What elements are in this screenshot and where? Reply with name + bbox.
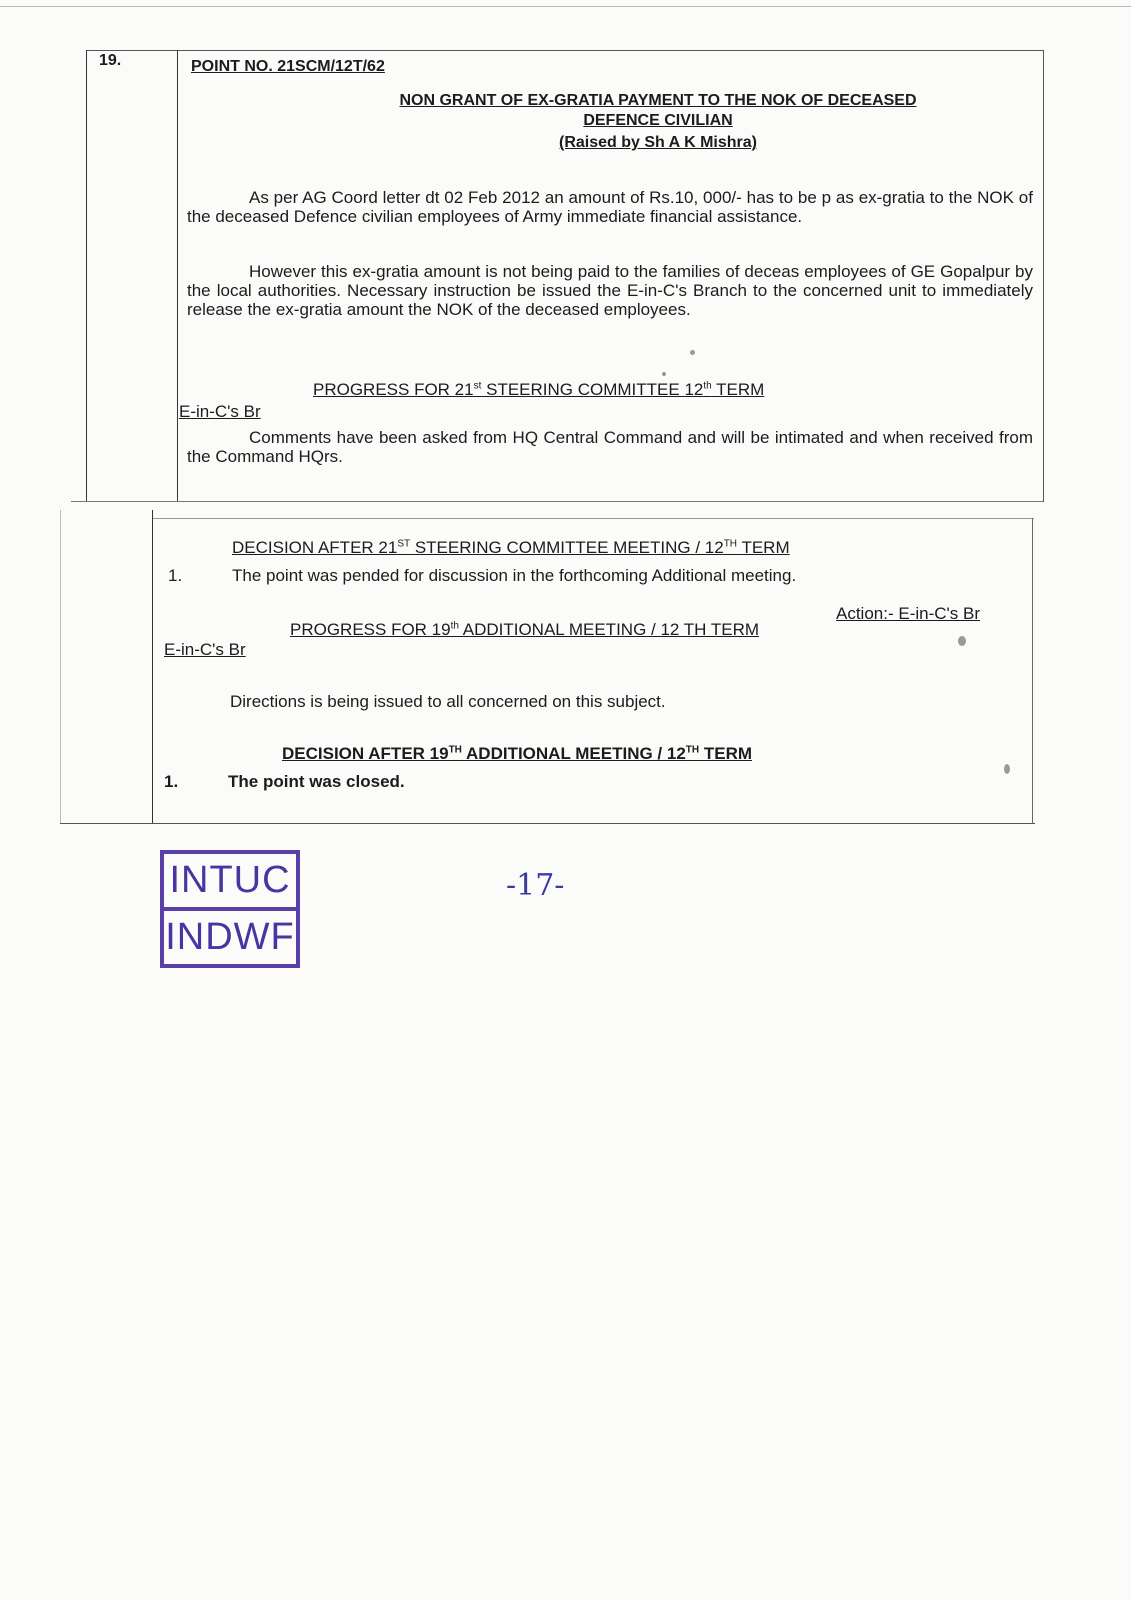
table-bottom-border <box>71 501 1043 502</box>
subject-title-line2: DEFENCE CIVILIAN <box>583 112 733 129</box>
decision-21-heading: DECISION AFTER 21ST STEERING COMMITTEE MEETING / 12TH TERM <box>232 538 790 557</box>
serial-number: 19. <box>99 52 122 69</box>
stamp-line-2: INDWF <box>165 916 295 958</box>
item-table <box>86 50 1044 502</box>
paragraph-1 <box>187 188 1033 226</box>
page-top-edge <box>0 6 1131 7</box>
decision-table <box>60 510 1035 824</box>
progress-21-text: Comments have been asked from HQ Central Command and will be intimated and when received from the Command HQrs. <box>187 428 1033 466</box>
table-left-border <box>60 510 61 824</box>
decision-19-number: 1. <box>164 772 179 791</box>
progress-19-text: Directions is being issued to all concerned on this subject. <box>230 692 666 711</box>
table-right-border <box>1032 518 1033 824</box>
progress-21-heading: PROGRESS FOR 21st STEERING COMMITTEE 12th TERM <box>313 380 765 399</box>
subject-title-line1: NON GRANT OF EX-GRATIA PAYMENT TO THE NOK OF DECEASED <box>399 92 917 109</box>
decision-21-action: Action:- E-in-C's Br <box>836 604 980 623</box>
progress-19-heading: PROGRESS FOR 19th ADDITIONAL MEETING / 12 TH TERM <box>290 620 760 639</box>
paragraph-1-text: As per AG Coord letter dt 02 Feb 2012 an amount of Rs.10, 000/- has to be p as ex-gratia to the NOK of the deceased Defence civilian employees of Army immediate financial assistance. <box>187 188 1033 226</box>
column-divider <box>177 50 178 502</box>
decision-19-heading: DECISION AFTER 19TH ADDITIONAL MEETING / 12TH TERM <box>282 744 753 763</box>
column-divider <box>152 510 153 824</box>
point-number: POINT NO. 21SCM/12T/62 <box>191 58 385 75</box>
table-top-border <box>152 518 1034 519</box>
stamp-line-1: INTUC <box>169 859 291 901</box>
progress-19-branch: E-in-C's Br <box>164 640 246 659</box>
paragraph-2 <box>187 262 1033 319</box>
table-bottom-border <box>60 823 1035 824</box>
raised-by: (Raised by Sh A K Mishra) <box>559 134 757 151</box>
union-stamp <box>160 850 300 968</box>
table-top-border <box>87 50 1043 51</box>
decision-21-number: 1. <box>168 566 183 585</box>
decision-19-text: The point was closed. <box>228 772 405 791</box>
paragraph-2-text: However this ex-gratia amount is not being paid to the families of deceas employees of GE Gopalpur by the local authorities. Necessary instruction be issued the E-in-C's Branch to the concerned unit to immediately release the ex-gratia amount the NOK of the deceased employees. <box>187 262 1033 319</box>
scan-speck <box>958 636 966 646</box>
page-number: -17- <box>506 868 565 903</box>
progress-21-branch: E-in-C's Br <box>179 402 261 421</box>
scan-speck <box>662 372 666 376</box>
scan-speck <box>1004 764 1010 774</box>
scan-speck <box>690 350 695 355</box>
decision-21-text: The point was pended for discussion in the forthcoming Additional meeting. <box>232 566 797 585</box>
